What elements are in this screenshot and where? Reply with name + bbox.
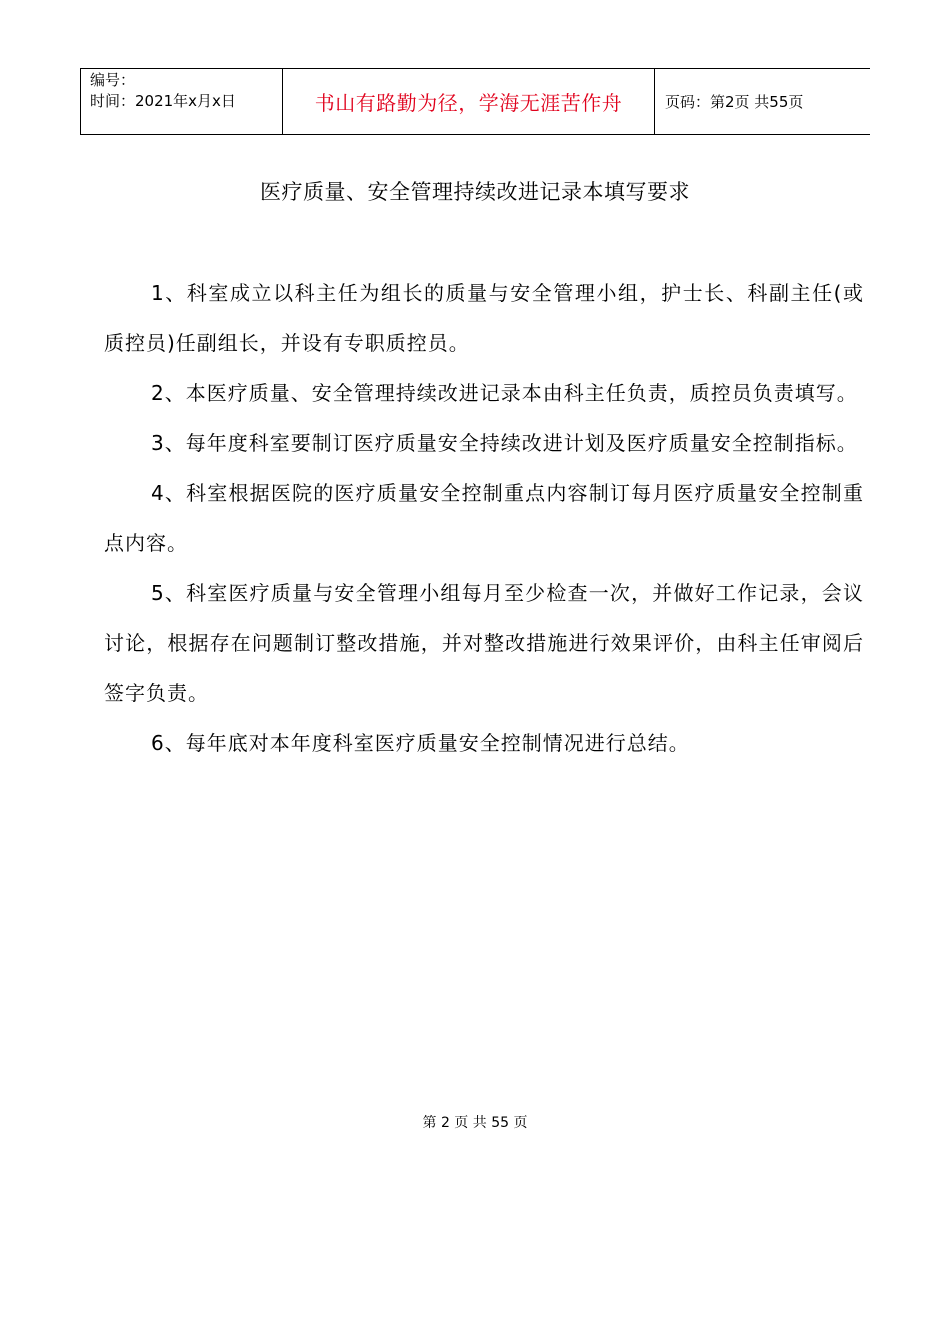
document-body <box>104 268 864 768</box>
page-info: 页码：第2页 共55页 <box>665 93 804 111</box>
page-footer <box>0 1112 950 1132</box>
header-motto-cell <box>283 69 655 134</box>
paragraph-3: 3、每年度科室要制订医疗质量安全持续改进计划及医疗质量安全控制指标。 <box>151 431 858 455</box>
header-table <box>80 68 870 135</box>
footer-page-number: 第 2 页 共 55 页 <box>422 1115 528 1131</box>
motto-text: 书山有路勤为径，学海无涯苦作舟 <box>314 91 623 115</box>
paragraph-4: 4、科室根据医院的医疗质量安全控制重点内容制订每月医疗质量安全控制重点内容。 <box>104 481 864 555</box>
code-label: 编号： <box>90 71 136 89</box>
header-meta-cell <box>81 69 283 134</box>
header-page-cell <box>655 69 870 134</box>
paragraph-1: 1、科室成立以科主任为组长的质量与安全管理小组，护士长、科副主任(或质控员)任副组长，并设有专职质控员。 <box>104 281 864 355</box>
date-label: 时间：2021年x月x日 <box>90 92 236 110</box>
document-title: 医疗质量、安全管理持续改进记录本填写要求 <box>260 180 690 204</box>
paragraph-2: 2、本医疗质量、安全管理持续改进记录本由科主任负责，质控员负责填写。 <box>151 381 858 405</box>
paragraph-5: 5、科室医疗质量与安全管理小组每月至少检查一次，并做好工作记录，会议讨论，根据存在问题制订整改措施，并对整改措施进行效果评价，由科主任审阅后签字负责。 <box>104 581 864 705</box>
paragraph-6: 6、每年底对本年度科室医疗质量安全控制情况进行总结。 <box>151 731 690 755</box>
